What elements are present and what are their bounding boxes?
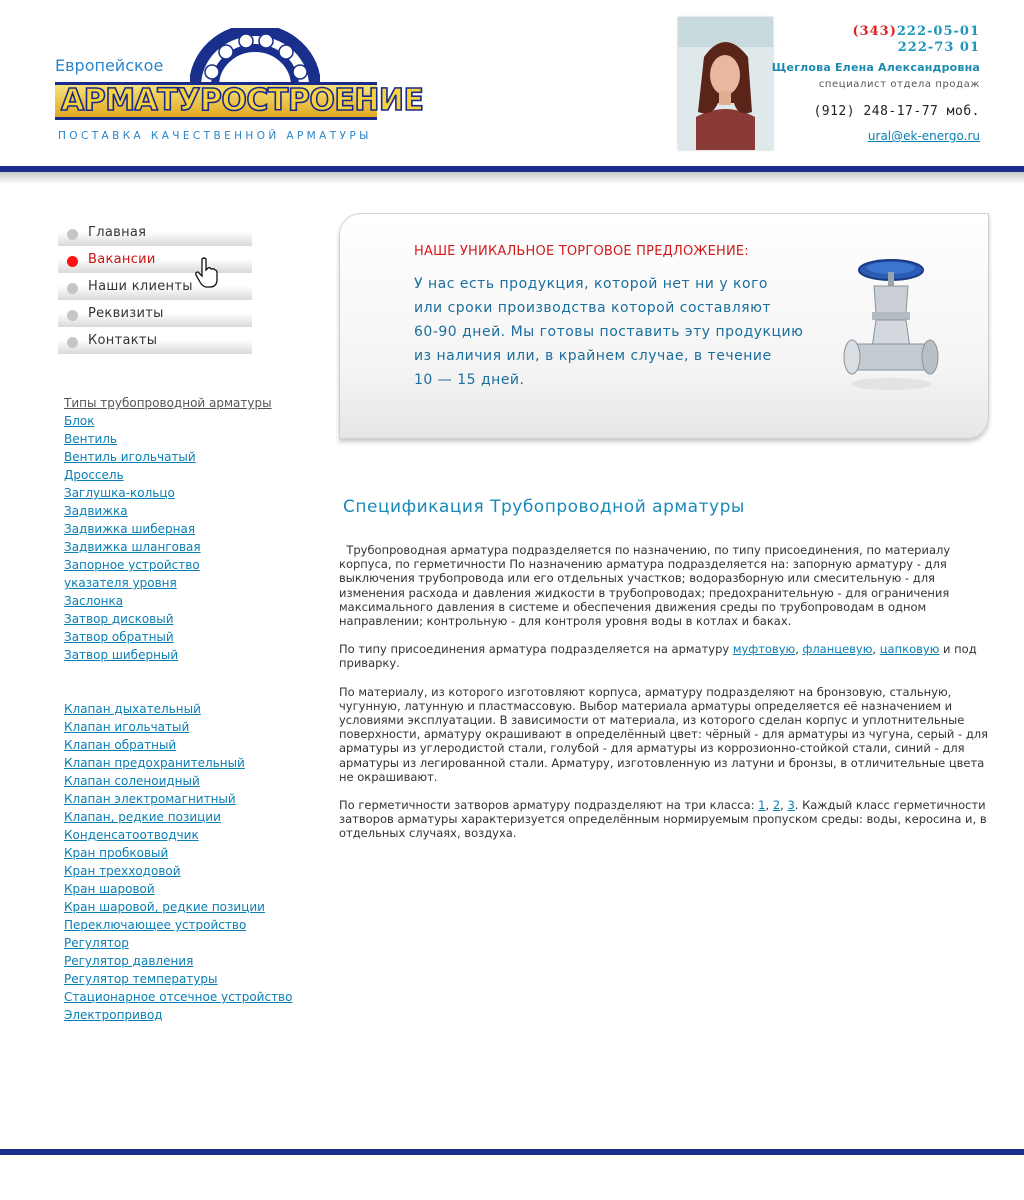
- bullet-icon: [67, 229, 78, 240]
- gate-valve-icon: [836, 252, 946, 397]
- article-paragraph: Трубопроводная арматура подразделяется по назначению, по типу присоединения, по материалу корпуса, по герметичности По назначению арматура подразделяется на: запорную арматуру - для выключения трубопровода или его отдельных участков; водоразборную или смесительную - для изменения расхода и давления жидкости в трубопроводах; предохранительную - для ограничения максимального давления в системе и обеспечения движения среды по трубопроводам в одном направлении; контрольную - для контроля уровня воды в котлах и баках.: [339, 543, 954, 629]
- promo-line: из наличия или, в крайнем случае, в течение: [414, 348, 772, 364]
- promo-line: 60-90 дней. Мы готовы поставить эту продукцию: [414, 324, 804, 340]
- sidebar-link[interactable]: указателя уровня: [64, 576, 177, 590]
- link-class-1[interactable]: 1: [758, 798, 766, 813]
- nav-item-label: Реквизиты: [88, 306, 164, 321]
- promo-line: 10 — 15 дней.: [414, 372, 525, 388]
- article-paragraph: [339, 642, 989, 670]
- link-flanged[interactable]: фланцевую: [802, 642, 873, 657]
- manager-photo: [678, 17, 773, 150]
- phone-main: [772, 24, 980, 39]
- sidebar-link[interactable]: Электропривод: [64, 1008, 163, 1022]
- text-span: ,: [765, 798, 773, 813]
- page-title: Спецификация Трубопроводной арматуры: [343, 497, 745, 517]
- logo-wordmark: [55, 82, 424, 120]
- bullet-icon: [67, 337, 78, 348]
- sidebar-link[interactable]: Кран шаровой, редкие позиции: [64, 900, 265, 914]
- sidebar-link[interactable]: Заслонка: [64, 594, 124, 608]
- sidebar-link[interactable]: Кран пробковый: [64, 846, 169, 860]
- sidebar-link[interactable]: Клапан, редкие позиции: [64, 810, 221, 824]
- text-span: ,: [872, 642, 880, 657]
- sidebar-link[interactable]: Регулятор: [64, 936, 129, 950]
- article-paragraph: [339, 798, 989, 841]
- article-body: [339, 543, 989, 855]
- sidebar-link[interactable]: Задвижка: [64, 504, 128, 518]
- sidebar-link[interactable]: Клапан электромагнитный: [64, 792, 236, 806]
- bearing-icon: [190, 28, 320, 88]
- nav-item-label: Главная: [88, 225, 147, 240]
- logo-top-text: Европейское: [55, 56, 164, 75]
- sidebar-link[interactable]: Задвижка шланговая: [64, 540, 201, 554]
- nav-item-home[interactable]: [58, 220, 252, 246]
- sidebar-link[interactable]: Вентиль: [64, 432, 117, 446]
- sidebar-link[interactable]: Типы трубопроводной арматуры: [64, 396, 272, 410]
- sidebar-link[interactable]: Регулятор давления: [64, 954, 194, 968]
- text-span: По герметичности затворов арматуру подразделяют на три класса:: [339, 798, 759, 813]
- nav-item-contacts[interactable]: [58, 328, 252, 354]
- sidebar-gap: [64, 664, 292, 700]
- sidebar-link[interactable]: Клапан дыхательный: [64, 702, 201, 716]
- sidebar-link[interactable]: Дроссель: [64, 468, 124, 482]
- link-coupling[interactable]: муфтовую: [732, 642, 796, 657]
- promo-banner: [339, 213, 989, 439]
- promo-line: или сроки производства которой составляют: [414, 300, 772, 316]
- footer-divider: [0, 1149, 1024, 1155]
- link-class-3[interactable]: 3: [787, 798, 795, 813]
- sidebar-link[interactable]: Переключающее устройство: [64, 918, 247, 932]
- person-photo-icon: [678, 17, 773, 150]
- phone-number-2: 222-73 01: [897, 40, 980, 55]
- hand-cursor-icon: [195, 257, 219, 289]
- manager-name: Щеглова Елена Александровна: [771, 61, 980, 74]
- sidebar-link[interactable]: Затвор шиберный: [64, 648, 179, 662]
- nav-item-label: Контакты: [88, 333, 158, 348]
- sidebar-link[interactable]: Затвор дисковый: [64, 612, 174, 626]
- text-span: ,: [780, 798, 788, 813]
- text-span: . Каждый класс герметичности затворов арматуры характеризуется определённым нормируемым пропуском среды: воды, керосина и, в отдельных случаях, воздуха.: [339, 798, 987, 841]
- sidebar-link[interactable]: Стационарное отсечное устройство: [64, 990, 293, 1004]
- sidebar-link[interactable]: Клапан соленоидный: [64, 774, 200, 788]
- sidebar-link[interactable]: Затвор обратный: [64, 630, 174, 644]
- sidebar-link[interactable]: Кран шаровой: [64, 882, 155, 896]
- phone-code: (343): [852, 24, 897, 39]
- sidebar-link[interactable]: Блок: [64, 414, 95, 428]
- main-menu: [58, 220, 252, 355]
- email-link[interactable]: ural@ek-energo.ru: [867, 129, 980, 143]
- text-span: и под приварку.: [339, 642, 977, 671]
- sidebar-link[interactable]: Заглушка-кольцо: [64, 486, 175, 500]
- text-span: По типу присоединения арматура подразделяется на арматуру: [339, 642, 733, 657]
- sidebar-link[interactable]: Конденсатоотводчик: [64, 828, 199, 842]
- nav-item-label: Вакансии: [88, 252, 156, 267]
- sidebar-links: [64, 394, 292, 1024]
- sidebar-link[interactable]: Клапан игольчатый: [64, 720, 190, 734]
- text-span: ,: [795, 642, 803, 657]
- logo-tagline: ПОСТАВКА КАЧЕСТВЕННОЙ АРМАТУРЫ: [58, 130, 372, 142]
- bullet-icon: [67, 310, 78, 321]
- promo-line: У нас есть продукция, которой нет ни у кого: [414, 276, 768, 292]
- nav-item-vacancies[interactable]: [58, 247, 252, 273]
- link-pin[interactable]: цапковую: [879, 642, 940, 657]
- nav-item-clients[interactable]: [58, 274, 252, 300]
- bullet-icon: [67, 283, 78, 294]
- contact-block: [772, 24, 980, 143]
- promo-text: [414, 272, 824, 392]
- article-paragraph: По материалу, из которого изготовляют корпуса, арматуру подразделяют на бронзовую, стальную, чугунную, латунную и пластмассовую. Выбор материала арматуры определяется её назначением и условиями эксплуатации. В зависимости от материала, из которого сделан корпус и уплотнительные поверхности, арматуру окрашивают в определённый цвет: чёрный - для арматуры из чугуна, серый - для арматуры из углеродистой стали, голубой - для арматуры из коррозионно-стойкой стали, синий - для арматуры из легированной стали. Арматуру, изготовленную из латуни и бронзы, в отличительные цвета не окрашивают.: [339, 684, 989, 784]
- mobile-phone: (912) 248-17-77 моб.: [813, 104, 980, 119]
- bullet-icon: [67, 256, 78, 267]
- sidebar-link[interactable]: Кран трехходовой: [64, 864, 181, 878]
- site-logo[interactable]: [55, 26, 424, 146]
- sidebar-link[interactable]: Клапан предохранительный: [64, 756, 245, 770]
- sidebar-link[interactable]: Задвижка шиберная: [64, 522, 196, 536]
- sidebar-link[interactable]: Клапан обратный: [64, 738, 177, 752]
- link-class-2[interactable]: 2: [772, 798, 781, 813]
- nav-item-label: Наши клиенты: [88, 279, 193, 294]
- logo-main-text: АРМАТУРОСТРОЕНИЕ: [61, 83, 424, 118]
- sidebar-link[interactable]: Регулятор температуры: [64, 972, 218, 986]
- nav-item-requisites[interactable]: [58, 301, 252, 327]
- sidebar-link[interactable]: Запорное устройство: [64, 558, 200, 572]
- promo-title: НАШЕ УНИКАЛЬНОЕ ТОРГОВОЕ ПРЕДЛОЖЕНИЕ:: [414, 244, 749, 259]
- phone-number-1: 222-05-01: [896, 24, 980, 39]
- sidebar-link[interactable]: Вентиль игольчатый: [64, 450, 196, 464]
- manager-role: специалист отдела продаж: [818, 79, 980, 90]
- header-shadow: [0, 172, 1024, 184]
